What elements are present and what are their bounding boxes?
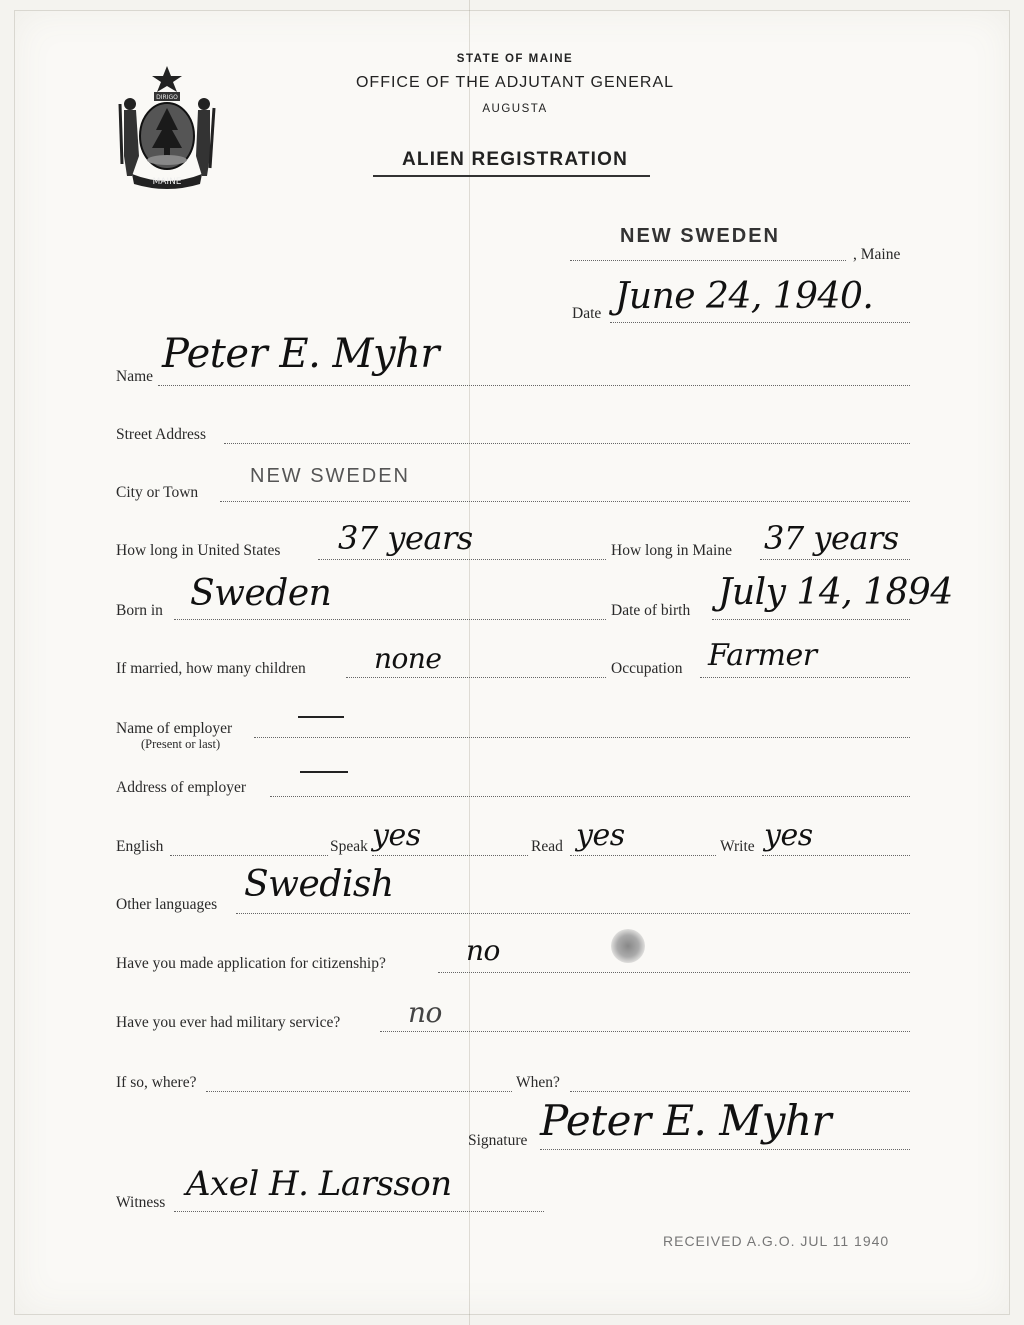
town-stamp-top: NEW SWEDEN (620, 225, 780, 247)
speak-value: yes (372, 818, 421, 853)
long-maine-value: 37 years (764, 519, 899, 557)
employer-address-line (270, 796, 910, 797)
street-label: Street Address (116, 426, 206, 443)
header-office: OFFICE OF THE ADJUTANT GENERAL (355, 74, 675, 91)
town-line (570, 260, 846, 261)
name-value: Peter E. Myhr (162, 331, 439, 377)
write-label: Write (720, 838, 755, 855)
date-value: June 24, 1940. (615, 276, 874, 317)
citizenship-label: Have you made application for citizenship? (116, 955, 386, 972)
long-us-label: How long in United States (116, 542, 281, 559)
employer-note: (Present or last) (141, 737, 221, 751)
name-label: Name (116, 368, 154, 385)
dob-label: Date of birth (611, 602, 691, 619)
employer-address-dash (300, 771, 348, 773)
military-line (380, 1031, 910, 1032)
english-line (170, 855, 328, 856)
maine-label: , Maine (853, 246, 901, 263)
employer-label: Name of employer (116, 720, 233, 737)
when-line (570, 1091, 910, 1092)
english-label: English (116, 838, 164, 855)
form-title: ALIEN REGISTRATION (401, 149, 629, 170)
long-us-line (318, 559, 606, 560)
received-stamp: RECEIVED A.G.O. JUL 11 1940 (663, 1233, 890, 1249)
occupation-value: Farmer (708, 638, 817, 673)
where-label: If so, where? (116, 1074, 197, 1091)
read-value: yes (576, 818, 625, 853)
witness-line (174, 1211, 544, 1212)
occupation-line (700, 677, 910, 678)
married-label: If married, how many children (116, 660, 306, 677)
ink-blot (611, 929, 645, 963)
city-line (220, 501, 910, 502)
town-stamp-city: NEW SWEDEN (250, 465, 410, 487)
witness-label: Witness (116, 1194, 166, 1211)
header-state: STATE OF MAINE (456, 53, 574, 65)
write-line (762, 855, 910, 856)
military-label: Have you ever had military service? (116, 1014, 341, 1031)
date-line (610, 322, 910, 323)
seal-motto: DIRIGO (156, 94, 178, 101)
children-value: none (374, 642, 442, 675)
married-line (346, 677, 606, 678)
employer-line (254, 737, 910, 738)
born-label: Born in (116, 602, 163, 619)
citizenship-line (438, 972, 910, 973)
signature-label: Signature (468, 1132, 528, 1149)
other-lang-value: Swedish (244, 864, 394, 905)
paper-fold-line (469, 0, 470, 1325)
signature-value: Peter E. Myhr (540, 1096, 832, 1145)
city-label: City or Town (116, 484, 199, 501)
dob-line (712, 619, 910, 620)
seal-banner: MAINE (152, 177, 182, 187)
write-value: yes (764, 818, 813, 853)
citizenship-value: no (466, 934, 500, 967)
speak-label: Speak (330, 838, 368, 855)
when-label: When? (516, 1074, 560, 1091)
born-value: Sweden (190, 573, 332, 614)
read-label: Read (531, 838, 563, 855)
dob-value: July 14, 1894 (718, 572, 953, 613)
name-line (158, 385, 910, 386)
long-maine-label: How long in Maine (611, 542, 732, 559)
born-line (174, 619, 606, 620)
street-line (224, 443, 910, 444)
date-label: Date (572, 305, 602, 322)
speak-line (372, 855, 528, 856)
header-city: AUGUSTA (482, 103, 548, 115)
title-underline (373, 175, 650, 177)
long-maine-line (760, 559, 910, 560)
signature-line (540, 1149, 910, 1150)
witness-value: Axel H. Larsson (186, 1164, 452, 1204)
occupation-label: Occupation (611, 660, 683, 677)
other-lang-line (236, 913, 910, 914)
military-value: no (408, 996, 442, 1029)
long-us-value: 37 years (338, 519, 473, 557)
read-line (570, 855, 716, 856)
other-lang-label: Other languages (116, 896, 218, 913)
employer-dash (298, 716, 344, 718)
employer-address-label: Address of employer (116, 779, 246, 796)
where-line (206, 1091, 512, 1092)
